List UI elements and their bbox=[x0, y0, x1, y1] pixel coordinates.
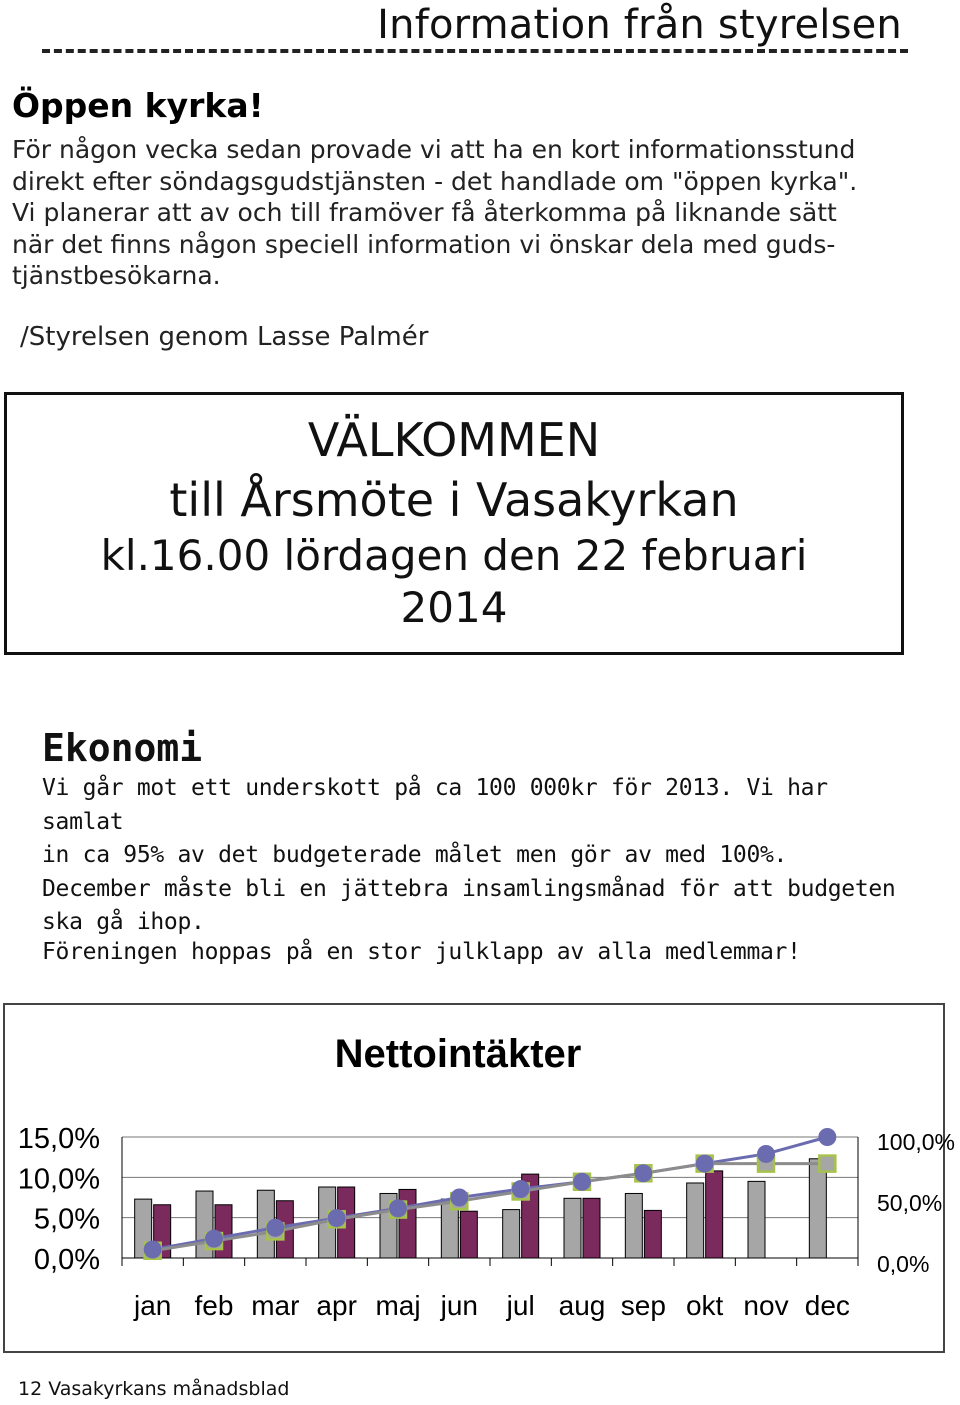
bar-series-2 bbox=[706, 1171, 723, 1258]
bar-series-1 bbox=[564, 1198, 581, 1258]
x-category-label: mar bbox=[251, 1290, 300, 1321]
circle-marker bbox=[450, 1189, 468, 1207]
bar-series-1 bbox=[503, 1210, 520, 1258]
square-marker bbox=[819, 1156, 835, 1172]
open-church-paragraph: För någon vecka sedan provade vi att ha en kort informationsstund direkt efter söndagsgudstjänsten - det handlade om "öppen kyrka". Vi planerar att av och till framöver få återkomma på liknande sätt när det finns någon speciell information vi önskar dela med guds- tjänstbesökarna. bbox=[12, 135, 858, 290]
circle-marker bbox=[512, 1180, 530, 1198]
circle-marker bbox=[696, 1155, 714, 1173]
meeting-year-line: 2014 bbox=[400, 583, 508, 632]
bar-series-1 bbox=[687, 1183, 704, 1258]
bar-series-1 bbox=[748, 1181, 765, 1258]
y-left-tick-label: 10,0% bbox=[17, 1163, 100, 1196]
x-category-label: jul bbox=[506, 1290, 535, 1321]
x-category-label: jan bbox=[133, 1290, 172, 1321]
x-category-label: sep bbox=[620, 1290, 666, 1321]
circle-marker bbox=[389, 1199, 407, 1217]
x-category-label: jun bbox=[440, 1290, 479, 1321]
line-series-circle bbox=[153, 1137, 828, 1250]
chart-title: Nettointäkter bbox=[334, 1032, 582, 1076]
bar-series-2 bbox=[399, 1189, 416, 1258]
x-category-label: apr bbox=[316, 1290, 357, 1321]
annual-meeting-box bbox=[4, 392, 904, 655]
net-income-chart bbox=[3, 1003, 956, 1353]
y-left-tick-label: 15,0% bbox=[17, 1123, 100, 1155]
y-right-tick-label: 50,0% bbox=[877, 1190, 943, 1216]
economy-note: Föreningen hoppas på en stor julklapp av alla medlemmar! bbox=[42, 939, 801, 965]
bar-series-2 bbox=[644, 1210, 661, 1258]
circle-marker bbox=[634, 1164, 652, 1182]
page-footer: 12 Vasakyrkans månadsblad bbox=[18, 1378, 290, 1400]
x-category-label: feb bbox=[194, 1290, 234, 1321]
open-church-heading: Öppen kyrka! bbox=[12, 86, 264, 125]
meeting-line: till Årsmöte i Vasakyrkan bbox=[169, 473, 739, 527]
open-church-signature: /Styrelsen genom Lasse Palmér bbox=[20, 322, 429, 352]
economy-paragraph: Vi går mot ett underskott på ca 100 000kr för 2013. Vi har samlat in ca 95% av det budgeterade målet men gör av med 100%. December måste bli en jättebra insamlingsmånad för att budgeten ska gå ihop. bbox=[42, 775, 896, 935]
bar-series-1 bbox=[625, 1193, 642, 1258]
x-category-label: nov bbox=[743, 1290, 789, 1321]
y-right-tick-label: 100,0% bbox=[877, 1129, 956, 1155]
y-left-tick-label: 0,0% bbox=[33, 1244, 100, 1276]
bar-series-1 bbox=[809, 1159, 826, 1258]
circle-marker bbox=[573, 1173, 591, 1191]
dashed-divider bbox=[42, 49, 908, 53]
circle-marker bbox=[266, 1219, 284, 1237]
y-right-tick-label: 0,0% bbox=[877, 1251, 930, 1277]
x-category-label: maj bbox=[375, 1290, 421, 1321]
circle-marker bbox=[205, 1230, 223, 1248]
y-left-tick-label: 5,0% bbox=[33, 1203, 100, 1236]
circle-marker bbox=[757, 1145, 775, 1163]
circle-marker bbox=[144, 1241, 162, 1259]
welcome-line: VÄLKOMMEN bbox=[307, 413, 601, 467]
x-category-label: aug bbox=[558, 1290, 606, 1321]
x-category-label: okt bbox=[685, 1290, 724, 1321]
economy-heading: Ekonomi bbox=[42, 726, 203, 770]
section-header-title: Information från styrelsen bbox=[377, 2, 902, 48]
meeting-time-line: kl.16.00 lördagen den 22 februari bbox=[100, 531, 808, 580]
line-series-square bbox=[153, 1164, 828, 1251]
circle-marker bbox=[328, 1209, 346, 1227]
bar-series-2 bbox=[460, 1211, 477, 1258]
bar-series-2 bbox=[583, 1198, 600, 1258]
circle-marker bbox=[818, 1128, 836, 1146]
x-category-label: dec bbox=[804, 1290, 850, 1321]
chart-svg bbox=[5, 1005, 956, 1351]
